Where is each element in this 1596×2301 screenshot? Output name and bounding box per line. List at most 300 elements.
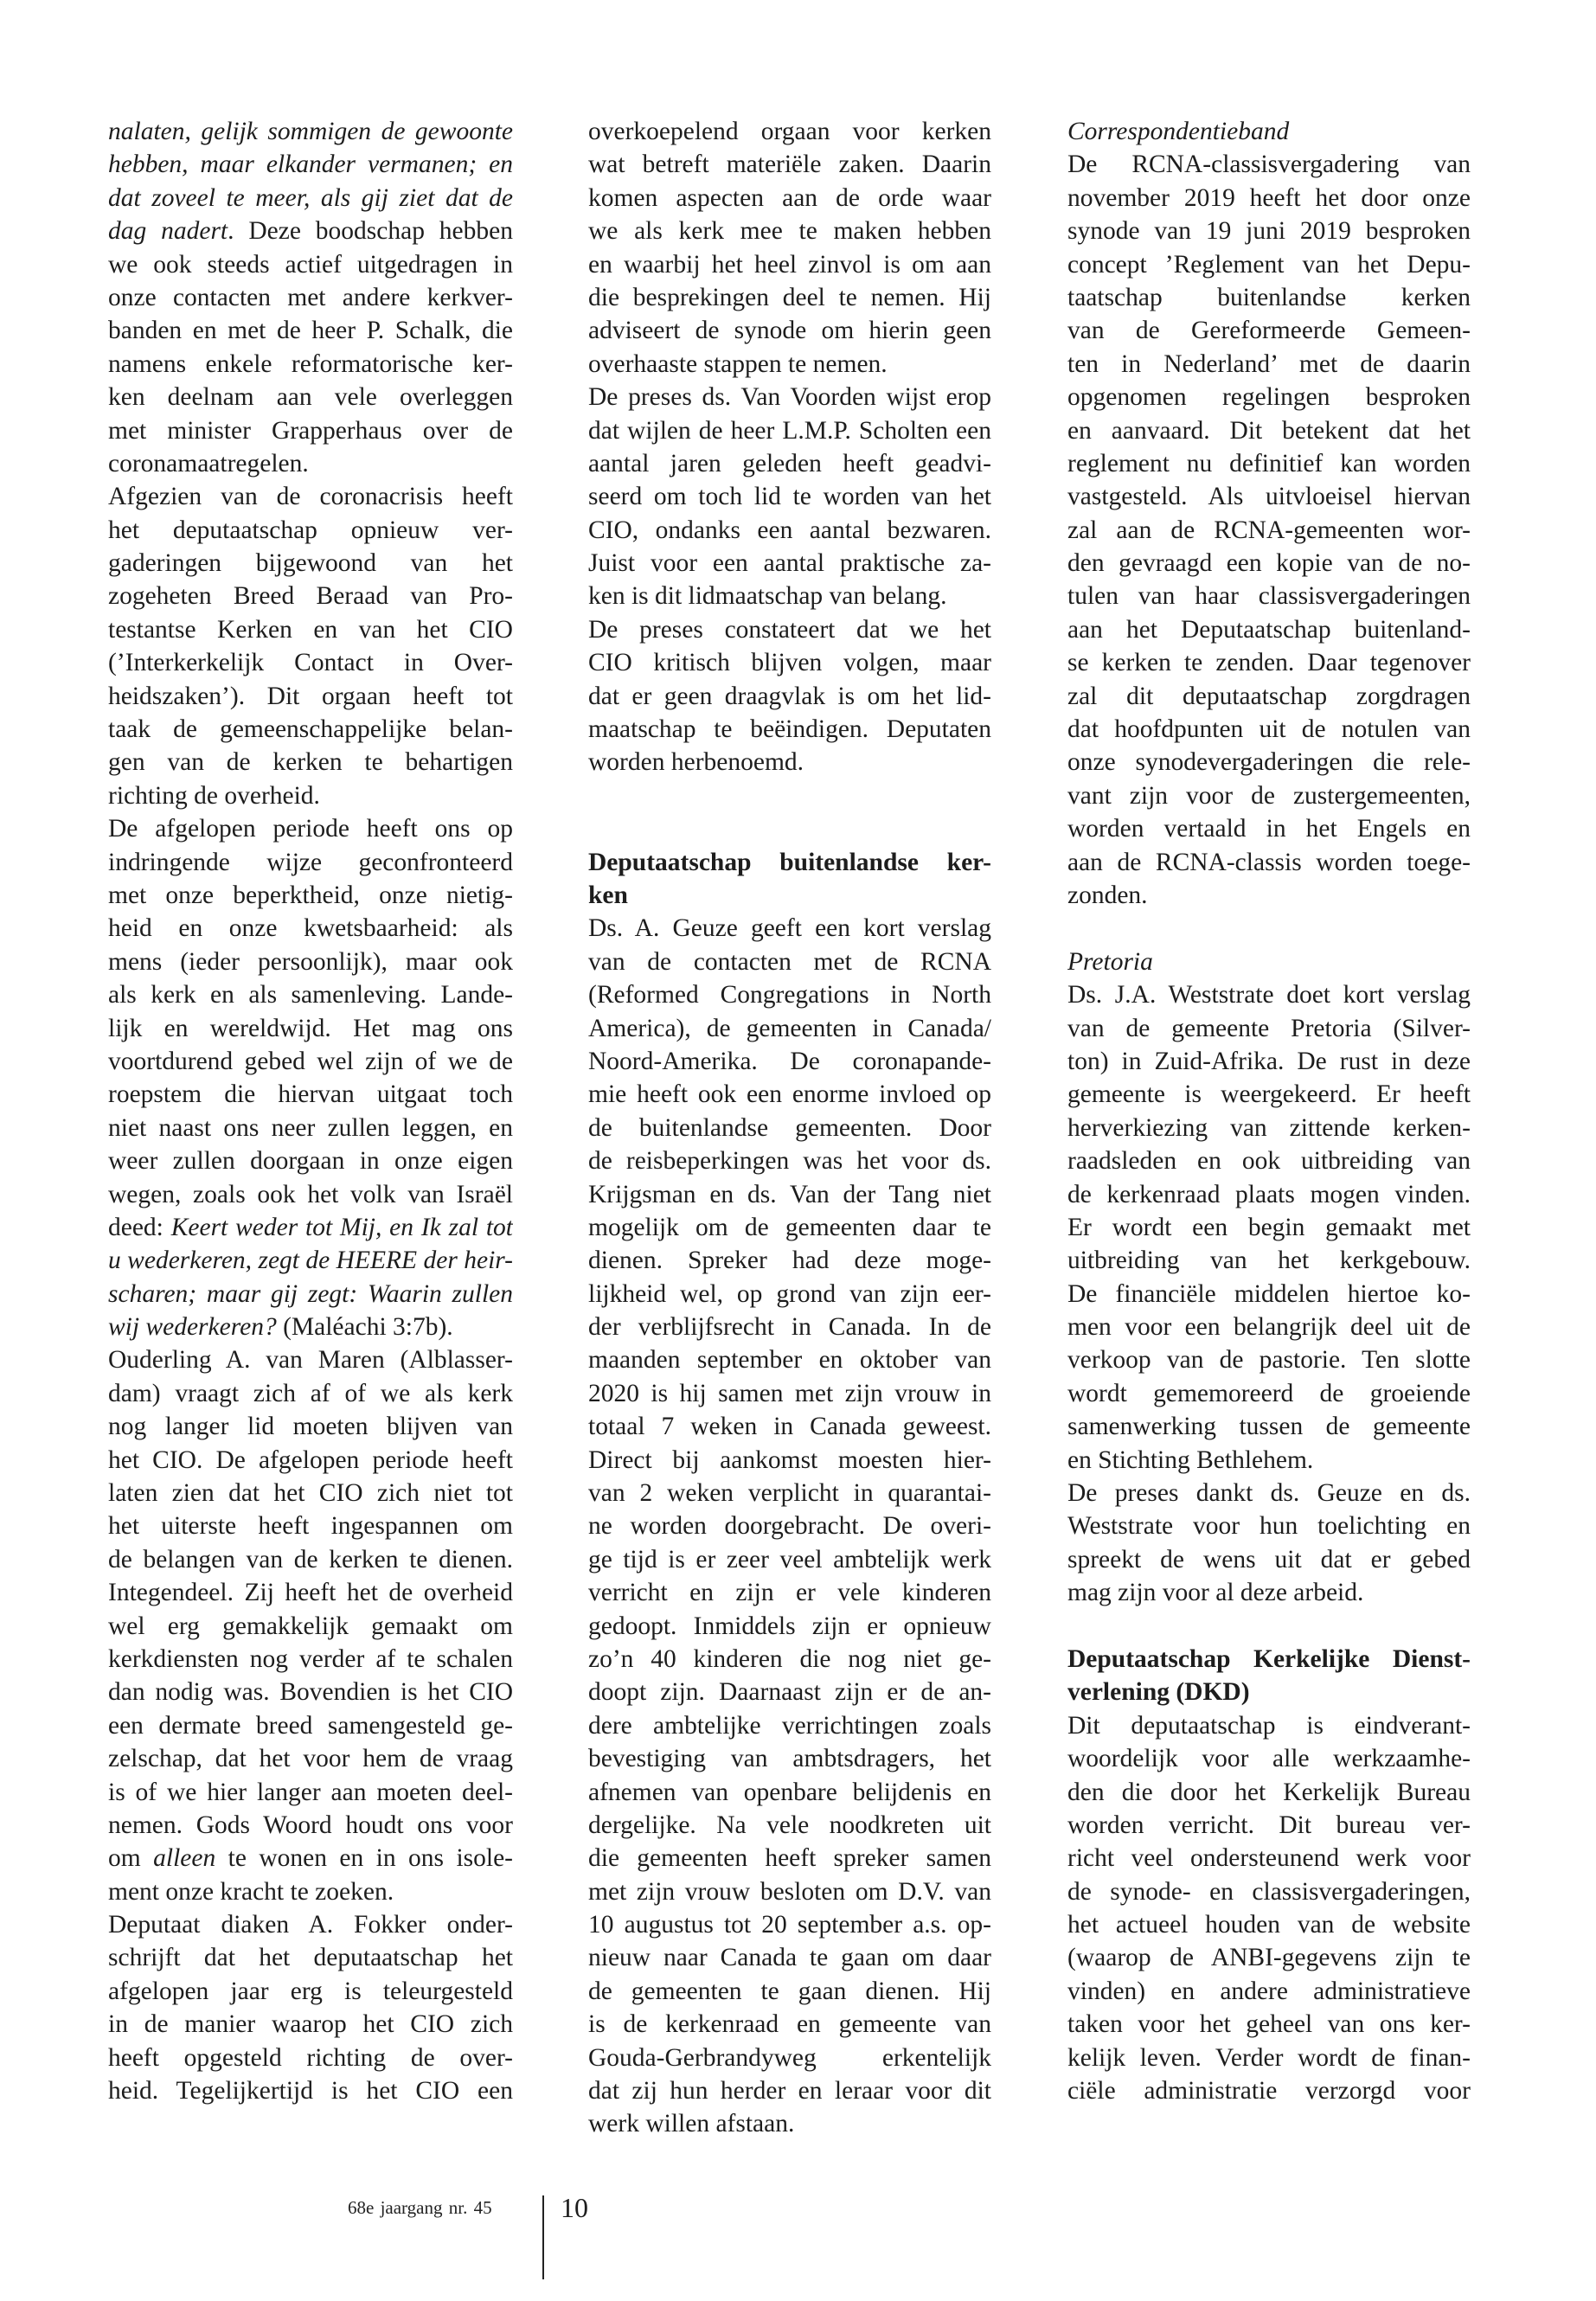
body-text: 10 augustus tot 20 september a.s. op- [588,1911,991,1939]
body-text: Integendeel. Zij heeft het de overheid [108,1579,513,1607]
body-text: vant zijn voor de zustergemeenten, [1067,781,1471,810]
text-line [108,912,513,945]
body-text: concept ’Reglement van het Depu- [1067,250,1471,279]
body-text: richting de overheid. [108,781,320,810]
text-line [1067,1543,1471,1576]
text-line [108,1078,513,1111]
text-line [1067,779,1471,812]
body-text: mens (ieder persoonlijk), maar ook [108,947,513,976]
body-text: lijk en wereldwijd. Het mag ons [108,1014,513,1042]
body-text: voortdurend gebed wel zijn of we de [108,1047,513,1075]
body-text: . Deze boodschap hebben [228,217,513,246]
body-text: testantse Kerken en van het CIO [108,615,513,644]
body-text: ne worden doorgebracht. De overi- [588,1512,991,1541]
body-text: afnemen van openbare belijdenis en [588,1778,991,1806]
text-line [588,879,991,912]
body-text: overhaaste stappen te nemen. [588,349,888,378]
text-line [108,480,513,513]
body-text: ken is dit lidmaatschap van belang. [588,582,947,611]
body-text: worden vertaald in het Engels en [1067,815,1471,843]
text-line [108,1742,513,1775]
text-line [108,1410,513,1443]
text-line [588,1576,991,1609]
text-line [108,846,513,879]
body-text: het deputaatschap opnieuw ver- [108,516,513,544]
body-text: om [108,1844,154,1873]
text-line [1067,115,1471,148]
body-text: De preses constateert dat we het [588,615,991,644]
body-text: werk willen afstaan. [588,2110,795,2138]
body-text: vinden) en andere administratieve [1067,1977,1471,2005]
text-line [1067,1045,1471,1078]
body-text: met onze beperktheid, onze nietig- [108,881,513,909]
text-line [108,182,513,215]
text-line [108,580,513,612]
text-line [588,1875,991,1908]
text-line [1067,1875,1471,1908]
text-line [588,1509,991,1542]
text-line [1067,1509,1471,1542]
text-line [588,1144,991,1177]
body-text: Gouda-Gerbrandyweg erkentelijk [588,2043,991,2072]
text-line [1067,1842,1471,1875]
text-line [1067,1377,1471,1410]
text-line [108,248,513,281]
text-column-2 [588,115,991,2141]
text-line [108,945,513,978]
body-text: men voor een belangrijk deel uit de [1067,1313,1471,1342]
body-text: maanden september en oktober van [588,1346,991,1375]
body-text: gemeente is weergekeerd. Er heeft [1067,1080,1471,1109]
text-line [588,1112,991,1144]
body-text: die gemeenten heeft spreker samen [588,1844,991,1873]
text-line [588,414,991,447]
text-line [108,779,513,812]
body-text: heeft opgesteld richting de over- [108,2043,513,2072]
text-line [1067,1012,1471,1045]
body-text: taak de gemeenschappelijke belan- [108,715,513,744]
body-text: van de Gereformeerde Gemeen- [1067,317,1471,345]
text-line [588,1311,991,1343]
text-line [588,978,991,1011]
text-line [108,978,513,1011]
text-line [588,2074,991,2107]
text-line [1067,580,1471,612]
body-text: komen aspecten aan de orde waar [588,183,991,212]
body-text: de gemeenten te gaan dienen. Hij [588,1977,991,2005]
text-line [588,1178,991,1211]
body-text: het actueel houden van de website [1067,1911,1471,1939]
body-text: wegen, zoals ook het volk van Israël [108,1180,513,1208]
body-text: ken deelnam aan vele overleggen [108,383,513,412]
body-text: zelschap, dat het voor hem de vraag [108,1745,513,1773]
text-line [588,1444,991,1477]
text-line [1067,879,1471,912]
text-line [588,1776,991,1809]
text-line [588,381,991,413]
body-text: mag zijn voor al deze arbeid. [1067,1579,1364,1607]
body-text: aantal jaren geleden heeft geadvi- [588,449,991,478]
body-text: gen van de kerken te behartigen [108,748,513,777]
italic-text: alleen [153,1844,216,1873]
text-line [588,480,991,513]
blank-line [1067,1610,1471,1643]
text-line [588,1343,991,1376]
text-line [1067,613,1471,646]
body-text: CIO, ondanks een aantal bezwaren. [588,516,991,544]
italic-text: dat zoveel te meer, als gij ziet dat de [108,183,513,212]
text-line [1067,1078,1471,1111]
body-text: is of we hier langer aan moeten deel- [108,1778,513,1806]
text-line [1067,2041,1471,2074]
text-line [1067,281,1471,314]
text-line [108,1244,513,1277]
body-text: banden en met de heer P. Schalk, die [108,317,513,345]
text-line [1067,1178,1471,1211]
body-text: een dermate breed samengesteld ge- [108,1711,513,1740]
text-line [588,1078,991,1111]
body-text: we ook steeds actief uitgedragen in [108,250,513,279]
text-line [588,1012,991,1045]
text-line [588,1742,991,1775]
text-line [108,447,513,480]
body-text: Direct bij aankomst moesten hier- [588,1445,991,1474]
footer-divider [542,2195,544,2279]
text-line [1067,381,1471,413]
text-line [588,547,991,580]
text-line [1067,945,1471,978]
body-text: Dit deputaatschap is eindverant- [1067,1711,1471,1740]
body-text: mie heeft ook een enorme invloed op [588,1080,991,1109]
text-line [588,2041,991,2074]
text-line [108,1610,513,1643]
body-text: synode van 19 juni 2019 besproken [1067,217,1471,246]
text-line [588,1842,991,1875]
text-line [1067,1144,1471,1177]
body-text: zo’n 40 kinderen die nog niet ge- [588,1644,991,1673]
body-text: bevestiging van ambtsdragers, het [588,1745,991,1773]
body-text: De RCNA-classisvergadering van [1067,151,1471,179]
text-line [108,1343,513,1376]
body-text: dere ambtelijke verrichtingen zoals [588,1711,991,1740]
text-line [1067,480,1471,513]
body-text: Er wordt een begin gemaakt met [1067,1213,1471,1241]
body-text: weer zullen doorgaan in onze eigen [108,1147,513,1176]
text-column-3 [1067,115,1471,2107]
issue-label: 68e jaargang nr. 45 [348,2197,492,2218]
text-line [588,846,991,879]
text-line [108,613,513,646]
body-text: heidszaken’). Dit orgaan heeft tot [108,682,513,710]
text-line [1067,1742,1471,1775]
text-line [1067,1576,1471,1609]
text-line [108,1975,513,2008]
body-text: uitbreiding van het kerkgebouw. [1067,1247,1471,1275]
body-text: doopt zijn. Daarnaast zijn er de an- [588,1678,991,1707]
text-line [1067,978,1471,1011]
text-line [1067,182,1471,215]
text-line [1067,2008,1471,2041]
text-line [108,1278,513,1311]
text-column-1 [108,115,513,2107]
text-line [1067,680,1471,713]
text-line [108,1842,513,1875]
text-line [108,1477,513,1509]
text-line [108,1709,513,1742]
text-line [1067,547,1471,580]
body-text: den gevraagd een kopie van de no- [1067,549,1471,578]
text-line [588,1809,991,1842]
text-line [1067,812,1471,845]
text-line [1067,1709,1471,1742]
body-text: gaderingen bijgewoond van het [108,549,513,578]
italic-text: scharen; maar gij zegt: Waarin zullen [108,1279,513,1308]
body-text: november 2019 heeft het door onze [1067,183,1471,212]
text-line [588,115,991,148]
body-text: der verblijfsrecht in Canada. In de [588,1313,991,1342]
text-line [588,1410,991,1443]
body-text: CIO kritisch blijven volgen, maar [588,649,991,677]
body-text: De afgelopen periode heeft ons op [108,815,513,843]
body-text: mogelijk om de gemeenten daar te [588,1213,991,1241]
body-text: lijkheid wel, op grond van zijn eer- [588,1279,991,1308]
body-text: dat hoofdpunten uit de notulen van [1067,715,1471,744]
body-text: seerd om toch lid te worden van het [588,483,991,511]
text-line [1067,746,1471,779]
body-text: De preses ds. Van Voorden wijst erop [588,383,991,412]
text-line [1067,1477,1471,1509]
text-line [108,1444,513,1477]
text-line [588,580,991,612]
body-text: en waarbij het heel zinvol is om aan [588,250,991,279]
text-line [1067,447,1471,480]
body-text: woordelijk voor alle werkzaamhe- [1067,1745,1471,1773]
text-line [588,646,991,679]
text-line [1067,1975,1471,2008]
body-text: zogeheten Breed Beraad van Pro- [108,582,513,611]
body-text: met minister Grapperhaus over de [108,416,513,445]
text-line [108,514,513,547]
body-text: we als kerk mee te maken hebben [588,217,991,246]
text-line [588,1975,991,2008]
text-line [108,1377,513,1410]
text-line [1067,713,1471,746]
body-text: van de gemeente Pretoria (Silver- [1067,1014,1471,1042]
body-text: aan de RCNA-classis worden toege- [1067,848,1471,876]
body-text: kerkdiensten nog verder af te schalen [108,1644,513,1673]
body-text: adviseert de synode om hierin geen [588,317,991,345]
body-text: taatschap buitenlandse kerken [1067,283,1471,311]
body-text: Ouderling A. van Maren (Alblasser- [108,1346,513,1375]
text-line [1067,148,1471,181]
body-text: dienen. Spreker had deze moge- [588,1247,991,1275]
text-line [1067,1278,1471,1311]
body-text: reglement nu definitief kan worden [1067,449,1471,478]
body-text: ge tijd is er zeer veel ambtelijk werk [588,1545,991,1574]
text-line [588,1477,991,1509]
text-line [1067,1211,1471,1244]
text-line [108,812,513,845]
body-text: worden herbenoemd. [588,748,804,777]
text-line [1067,1676,1471,1708]
body-text: gedoopt. Inmiddels zijn er opnieuw [588,1612,991,1640]
text-line [588,912,991,945]
body-text: richt veel ondersteunend werk voor [1067,1844,1471,1873]
text-line [108,547,513,580]
text-line [588,1643,991,1676]
section-heading-text: Deputaatschap Kerkelijke Dienst- [1067,1644,1471,1673]
body-text: met zijn vrouw besloten om D.V. van [588,1877,991,1906]
body-text: heid en onze kwetsbaarheid: als [108,914,513,943]
body-text: het CIO. De afgelopen periode heeft [108,1445,513,1474]
body-text: Deputaat diaken A. Fokker onder- [108,1911,513,1939]
text-line [108,1908,513,1941]
text-line [588,447,991,480]
page-number: 10 [561,2192,588,2223]
body-text: de buitenlandse gemeenten. Door [588,1113,991,1142]
body-text: Ds. A. Geuze geeft een kort verslag [588,914,991,943]
body-text: herverkiezing van zittende kerken- [1067,1113,1471,1142]
text-line [588,348,991,381]
body-text: kelijk leven. Verder wordt de finan- [1067,2043,1471,2072]
text-line [1067,348,1471,381]
text-line [108,1509,513,1542]
body-text: De preses dankt ds. Geuze en ds. [1067,1479,1471,1508]
body-text: dat zij hun herder en leraar voor dit [588,2077,991,2106]
body-text: schrijft dat het deputaatschap het [108,1944,513,1972]
blank-line [1067,912,1471,945]
text-line [108,281,513,314]
text-line [108,348,513,381]
body-text: deed: [108,1213,171,1241]
text-line [108,1112,513,1144]
text-line [1067,2074,1471,2107]
italic-text: dag nadert [108,217,228,246]
text-line [108,879,513,912]
text-line [108,148,513,181]
body-text: America), de gemeenten in Canada/ [588,1014,991,1042]
text-line [588,746,991,779]
text-line [108,2008,513,2041]
text-line [1067,646,1471,679]
body-text: laten zien dat het CIO zich niet tot [108,1479,513,1508]
body-text: wordt gememoreerd de groeiende [1067,1379,1471,1407]
body-text: overkoepelend orgaan voor kerken [588,118,991,145]
body-text: spreekt de wens uit dat er gebed [1067,1545,1471,1574]
text-line [108,1012,513,1045]
body-text: (Maléachi 3:7b). [276,1313,453,1342]
text-line [588,1709,991,1742]
body-text: verkoop van de pastorie. Ten slotte [1067,1346,1471,1375]
body-text: dam) vraagt zich af of we als kerk [108,1379,513,1407]
body-text: taken voor het geheel van ons ker- [1067,2010,1471,2039]
text-line [1067,514,1471,547]
text-line [108,1543,513,1576]
body-text: Krijgsman en ds. Van der Tang niet [588,1180,991,1208]
text-line [108,1809,513,1842]
body-text: het uiterste heeft ingespannen om [108,1512,513,1541]
body-text: 2020 is hij samen met zijn vrouw in [588,1379,991,1407]
body-text: ciële administratie verzorgd voor [1067,2077,1471,2106]
body-text: zal aan de RCNA-gemeenten wor- [1067,516,1471,544]
text-line [1067,1112,1471,1144]
body-text: zal dit deputaatschap zorgdragen [1067,682,1471,710]
text-line [588,945,991,978]
body-text: De financiële middelen hiertoe ko- [1067,1279,1471,1308]
body-text: raadsleden en ook uitbreiding van [1067,1147,1471,1176]
section-heading-text: ken [588,881,628,909]
text-line [588,2107,991,2140]
text-line [108,1178,513,1211]
text-line [588,1211,991,1244]
text-line [588,182,991,215]
text-line [1067,1343,1471,1376]
text-line [108,713,513,746]
body-text: de kerkenraad plaats mogen vinden. [1067,1180,1471,1208]
body-text: als kerk en als samenleving. Lande- [108,981,513,1009]
blank-line [588,812,991,845]
body-text: en Stichting Bethlehem. [1067,1445,1314,1474]
text-line [1067,1643,1471,1676]
body-text: nemen. Gods Woord houdt ons voor [108,1811,513,1839]
text-line [1067,1244,1471,1277]
body-text: aan het Deputaatschap buitenland- [1067,615,1471,644]
text-line [588,1045,991,1078]
text-line [108,1941,513,1974]
text-line [588,281,991,314]
body-text: niet naast ons neer zullen leggen, en [108,1113,513,1142]
body-text: Afgezien van de coronacrisis heeft [108,483,513,511]
body-text: tulen van haar classisvergaderingen [1067,582,1471,611]
body-text: dat er geen draagvlak is om het lid- [588,682,991,710]
text-line [1067,1809,1471,1842]
body-text: de belangen van de kerken te dienen. [108,1545,513,1574]
body-text: Ds. J.A. Weststrate doet kort verslag [1067,981,1471,1009]
text-line [108,115,513,148]
text-line [588,148,991,181]
text-line [108,381,513,413]
text-line [108,1676,513,1708]
body-text: te wonen en in ons isole- [215,1844,513,1873]
section-heading-text: Deputaatschap buitenlandse ker- [588,848,991,876]
body-text: onze synodevergaderingen die rele- [1067,748,1471,777]
body-text: en aanvaard. Dit betekent dat het [1067,416,1471,445]
body-text: maatschap te beëindigen. Deputaten [588,715,991,744]
body-text: wel erg gemakkelijk gemaakt om [108,1612,513,1640]
text-line [1067,314,1471,347]
text-line [108,2074,513,2107]
text-line [108,1576,513,1609]
text-line [108,215,513,247]
body-text: onze contacten met andere kerkver- [108,283,513,311]
body-text: verricht en zijn er vele kinderen [588,1579,991,1607]
text-line [588,1610,991,1643]
body-text: van 2 weken verplicht in quarantai- [588,1479,991,1508]
body-text: namens enkele reformatorische ker- [108,349,513,378]
body-text: opgenomen regelingen besproken [1067,383,1471,412]
text-line [108,1211,513,1244]
body-text: (Reformed Congregations in North [588,981,991,1009]
body-text: in de manier waarop het CIO zich [108,2010,513,2039]
text-line [1067,215,1471,247]
text-line [1067,1311,1471,1343]
body-text: den die door het Kerkelijk Bureau [1067,1778,1471,1806]
text-line [108,1144,513,1177]
text-line [588,1244,991,1277]
body-text: de synode- en classisvergaderingen, [1067,1877,1471,1906]
italic-text: hebben, maar elkander vermanen; en [108,151,513,179]
text-line [588,248,991,281]
